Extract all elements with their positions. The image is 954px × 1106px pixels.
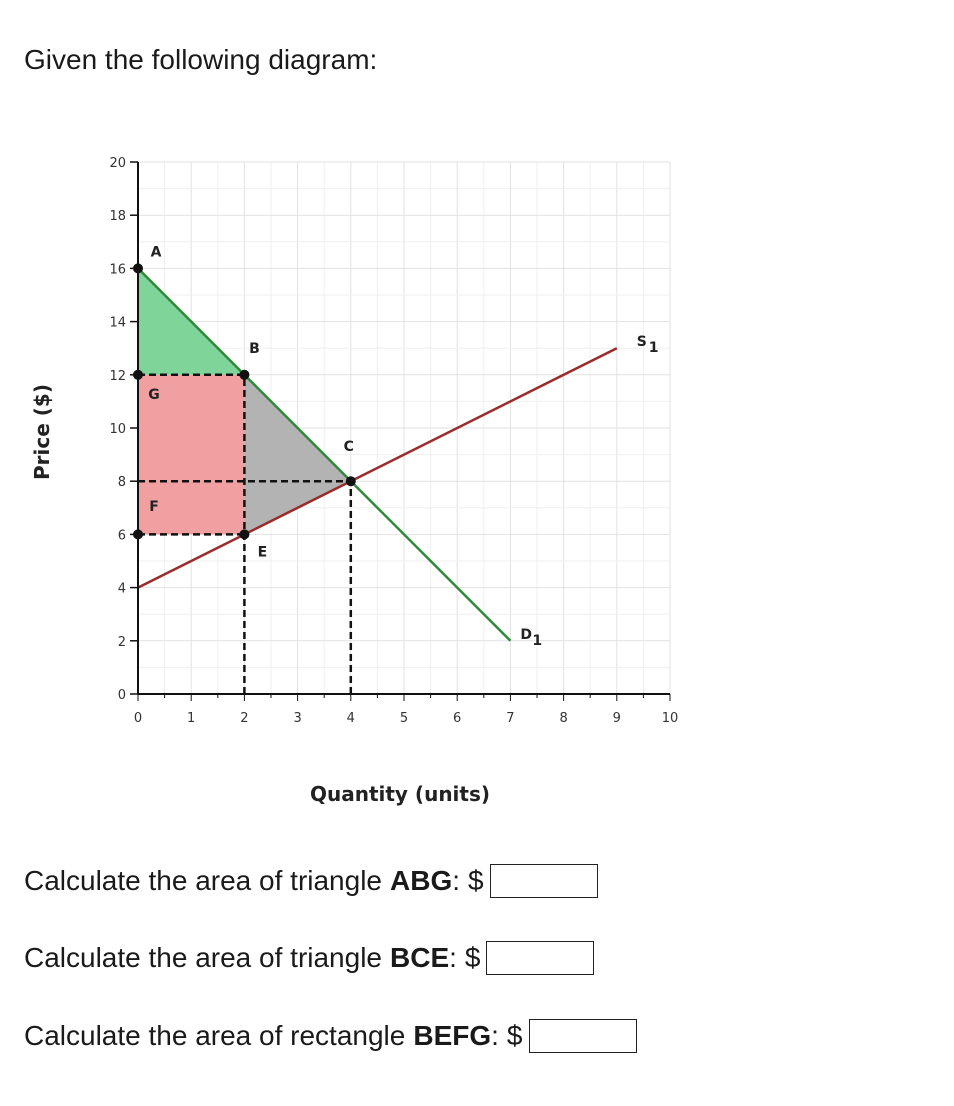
answer-input-befg[interactable] (529, 1019, 637, 1053)
question-befg-shape: BEFG (413, 1020, 492, 1051)
x-tick-label: 5 (399, 711, 409, 726)
x-tick-label: 3 (293, 711, 302, 726)
point-g (133, 370, 143, 380)
y-tick-label: 16 (109, 262, 126, 278)
series-label-s-subscript: 1 (648, 340, 659, 357)
question-bce-currency: $ (464, 942, 481, 973)
y-tick-label: 2 (117, 634, 126, 650)
question-befg-text: Calculate the area of rectangle (24, 1020, 406, 1051)
question-bce (24, 941, 594, 975)
y-tick-label: 0 (117, 688, 126, 703)
answer-input-abg[interactable] (490, 864, 598, 898)
x-tick-label: 1 (187, 711, 196, 726)
y-tick-label: 18 (109, 209, 126, 225)
question-bce-shape: BCE (390, 942, 450, 973)
point-label-c: C (343, 439, 354, 456)
question-befg-colon: : (491, 1020, 499, 1051)
question-abg-shape: ABG (390, 865, 453, 896)
question-abg-colon: : (452, 865, 461, 896)
x-tick-label: 2 (240, 711, 249, 726)
y-tick-label: 20 (109, 156, 126, 171)
x-tick-label: 8 (559, 711, 568, 726)
question-bce-colon: : (449, 942, 457, 973)
y-axis-title: Price ($) (30, 384, 54, 480)
y-tick-label: 14 (109, 315, 126, 331)
question-abg-text: Calculate the area of triangle (24, 865, 382, 896)
series-label-d-subscript: 1 (532, 632, 543, 649)
point-label-g: G (148, 386, 160, 403)
x-tick-label: 6 (453, 711, 462, 726)
y-tick-label: 6 (117, 528, 126, 544)
x-tick-label: 0 (133, 711, 143, 726)
point-b (239, 370, 249, 380)
answer-input-bce[interactable] (486, 941, 594, 975)
y-tick-label: 8 (117, 475, 126, 491)
x-tick-label: 9 (612, 711, 621, 726)
x-tick-label: 10 (661, 711, 679, 726)
question-befg-currency: $ (506, 1020, 523, 1051)
x-axis-title: Quantity (units) (309, 782, 491, 806)
x-tick-label: 4 (346, 711, 355, 726)
y-tick-label: 12 (109, 368, 126, 384)
page-heading: Given the following diagram: (24, 44, 378, 75)
x-tick-label: 7 (506, 711, 515, 726)
question-befg (24, 1019, 637, 1053)
point-a (133, 263, 143, 273)
series-label-s: S (636, 334, 647, 351)
question-abg-currency: $ (468, 865, 484, 896)
point-label-e: E (257, 544, 268, 561)
point-label-f: F (149, 499, 159, 516)
series-label-d: D (520, 626, 533, 643)
y-tick-label: 10 (109, 422, 126, 437)
y-tick-label: 4 (117, 581, 126, 597)
point-e (239, 529, 249, 539)
point-label-b: B (249, 340, 260, 357)
question-abg (24, 864, 598, 898)
point-label-a: A (150, 244, 162, 261)
question-bce-text: Calculate the area of triangle (24, 942, 382, 973)
point-c (346, 476, 356, 486)
point-marker (133, 529, 143, 539)
